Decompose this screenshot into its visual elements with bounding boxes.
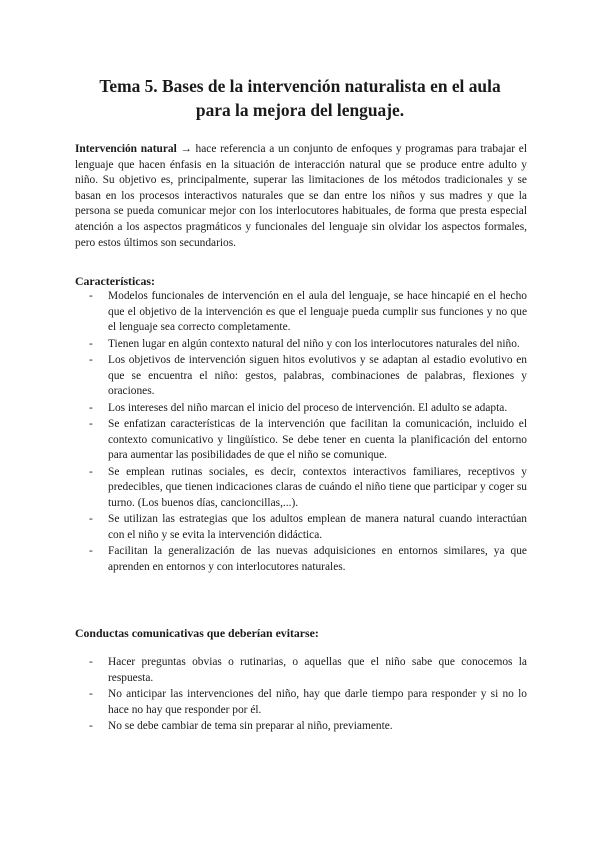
list-item-text: Tienen lugar en algún contexto natural del niño y con los interlocutores naturales del niño. — [108, 337, 520, 350]
bullet-dash: - — [89, 353, 93, 366]
list-item-text: Los intereses del niño marcan el inicio del proceso de intervención. El adulto se adapta. — [108, 401, 508, 414]
bullet-dash: - — [89, 513, 93, 526]
intro-lead-term: Intervención natural — [75, 143, 177, 155]
bullet-dash: - — [89, 337, 93, 350]
bullet-dash: - — [89, 417, 93, 430]
list-item — [75, 337, 527, 353]
intro-paragraph — [75, 142, 527, 251]
list-item-text: Facilitan la generalización de las nuevas adquisiciones en entornos similares, ya que aprenden en entornos y con interlocutores naturales. — [108, 545, 527, 573]
bullet-dash: - — [89, 687, 93, 700]
bullet-dash: - — [89, 719, 93, 732]
list-item-text: Hacer preguntas obvias o rutinarias, o aquellas que el niño sabe que conocemos la respuesta. — [108, 656, 527, 684]
section-heading-caracteristicas: Características: — [75, 274, 155, 288]
title-line-1: Tema 5. Bases de la intervención naturalista en el aula — [99, 76, 501, 96]
list-item — [75, 289, 527, 336]
bullet-dash: - — [89, 290, 93, 302]
bullet-dash: - — [89, 465, 93, 478]
list-item — [75, 353, 527, 400]
list-item — [75, 417, 527, 464]
list-item — [75, 719, 527, 735]
list-item-text: Los objetivos de intervención siguen hitos evolutivos y se adaptan al estadio evolutivo en que se encuentra el niño: gestos, palabras, combinaciones de palabras, flexiones y oraciones. — [108, 353, 527, 398]
list-item-text: Se utilizan las estrategias que los adultos emplean de manera natural cuando interactúan con el niño y se evita la intervención didáctica. — [108, 513, 527, 541]
list-item — [75, 465, 527, 512]
bullet-dash: - — [89, 656, 93, 668]
intro-text: → hace referencia a un conjunto de enfoques y programas para trabajar el lenguaje que hacen énfasis en la situación de interacción natural que se produce entre adulto y niño. Su objetivo es, principalmente, superar las limitaciones de los métodos tradicionales y se basan en los procesos interactivos naturales que se dan entre los niños y sus madres y que la persona se pueda comunicar mejor con los interlocutores habituales, de forma que presta especial atención a los aspectos pragmáticos y funcionales del lenguaje sin olvidar los aspectos formales, pero estos últimos son secundarios. — [75, 143, 528, 249]
list-item-text: Modelos funcionales de intervención en el aula del lenguaje, se hace hincapié en el hecho que el objetivo de la intervención es que el lenguaje pueda cumplir sus funciones y no que el lenguaje sea correcto completamente. — [108, 290, 527, 334]
list-item-text: Se emplean rutinas sociales, es decir, contextos interactivos familiares, receptivos y predecibles, que tienen indicaciones claras de cuándo el niño tiene que participar y coger su turno. (Los buenos días, cancioncillas,...). — [108, 465, 527, 509]
list-item — [75, 512, 527, 543]
bullet-dash: - — [89, 401, 93, 414]
list-item — [75, 544, 527, 575]
list-item-text: No se debe cambiar de tema sin preparar al niño, previamente. — [108, 719, 393, 732]
list-item — [75, 655, 527, 686]
list-conductas — [75, 655, 527, 735]
bullet-dash: - — [89, 545, 93, 558]
list-caracteristicas — [75, 289, 527, 576]
list-item — [75, 401, 527, 417]
list-item — [75, 687, 527, 718]
section-heading-conductas: Conductas comunicativas que deberían evitarse: — [75, 626, 319, 640]
list-item-text: Se enfatizan características de la intervención que facilitan la comunicación, incluido el contexto comunicativo y lingüístico. Se debe tener en cuenta la planificación del entorno para aumentar las posibilidades de que el niño se comunique. — [108, 417, 527, 462]
list-item-text: No anticipar las intervenciones del niño, hay que darle tiempo para responder y si no lo hace no hay que responder por él. — [108, 687, 527, 716]
title-line-2: para la mejora del lenguaje. — [195, 100, 405, 120]
page-title — [60, 74, 540, 122]
